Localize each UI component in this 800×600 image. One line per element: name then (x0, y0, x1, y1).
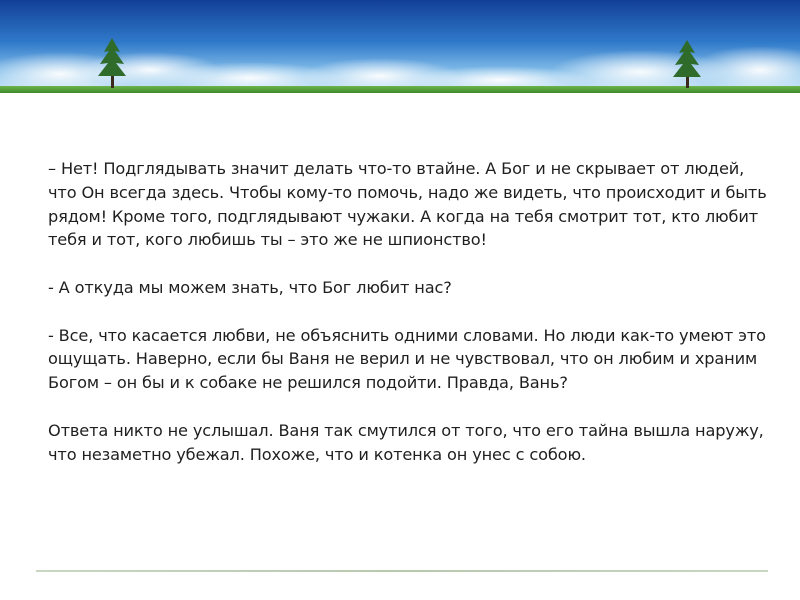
paragraph-ending: Ответа никто не услышал. Ваня так смутился от того, что его тайна вышла наружу, что незаметно убежал. Похоже, что и котенка он унес с собою. (48, 420, 764, 464)
sky-banner (0, 0, 800, 93)
footer-divider (36, 570, 768, 572)
paragraph-explanation: - Все, что касается любви, не объяснить одними словами. Но люди как-то умеют это ощущать. Наверно, если бы Ваня не верил и не чувствовал, что он любим и храним Богом – он бы и к собаке не решился подойти. Правда, Вань? (48, 325, 766, 393)
sky-banner-image (0, 0, 800, 93)
paragraph-reply: – Нет! Подглядывать значит делать что-то втайне. А Бог и не скрывает от людей, что Он всегда здесь. Чтобы кому-то помочь, надо же видеть, что происходит и быть рядом! Кроме того, подглядывают чужаки. А когда на тебя смотрит тот, кто любит тебя и тот, кого любишь ты – это же не шпионство! (48, 159, 767, 250)
paragraph-question: - А откуда мы можем знать, что Бог любит нас? (48, 277, 452, 297)
grass-strip (0, 86, 800, 93)
story-text (48, 157, 768, 466)
